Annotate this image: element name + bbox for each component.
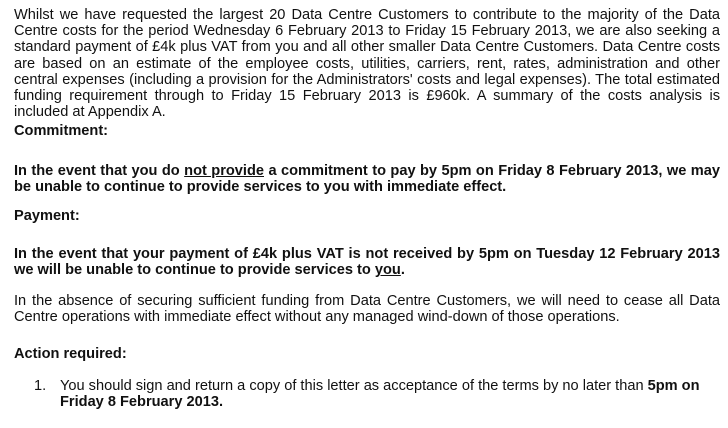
list-item-end: . — [219, 394, 224, 411]
list-item-text — [60, 378, 720, 410]
commitment-paragraph — [14, 163, 720, 195]
payment-heading: Payment: — [14, 208, 80, 224]
intro-paragraph: Whilst we have requested the largest 20 Data Centre Customers to contribute to the majority of the Data Centre costs for the period Wednesday 6 February 2013 to Friday 15 February 2013, we are also seeking a standard payment of £4k plus VAT from you and all other smaller Data Centre Customers. Data Centre costs are based on an estimate of the employee costs, utilities, carriers, rent, rates, administration and other central expenses (including a provision for the Administrators' costs and legal expenses). The total estimated funding requirement through to Friday 15 February 2013 is £960k. A summary of the costs analysis is included at Appendix A. — [14, 7, 720, 121]
commitment-text-after: a commitment to pay by 5pm on Friday 8 February 2013, we may be unable to continue to provide services to you with immediate effect. — [14, 163, 720, 196]
payment-underlined: you — [374, 262, 401, 279]
action-heading: Action required: — [14, 346, 127, 362]
commitment-text-before: In the event that you do — [14, 163, 185, 179]
absence-paragraph: In the absence of securing sufficient funding from Data Centre Customers, we will need to cease all Data Centre operations with immediate effect without any managed wind-down of those operations. — [14, 293, 720, 326]
payment-paragraph — [14, 246, 720, 278]
payment-text-before: In the event that your payment of £4k plus VAT is not received by 5pm on Tuesday 12 February 2013 we will be unable to continue to provide services to — [14, 246, 720, 279]
commitment-heading: Commitment: — [14, 123, 109, 139]
list-item-text-plain: You should sign and return a copy of this letter as acceptance of the terms by no later than — [60, 378, 648, 394]
payment-text-after: . — [400, 262, 405, 279]
commitment-underlined: not provide — [184, 163, 264, 179]
list-item-deadline: 5pm on Friday 8 February 2013 — [60, 378, 700, 411]
action-list-item — [34, 378, 720, 410]
list-item-number: 1. — [34, 378, 47, 394]
